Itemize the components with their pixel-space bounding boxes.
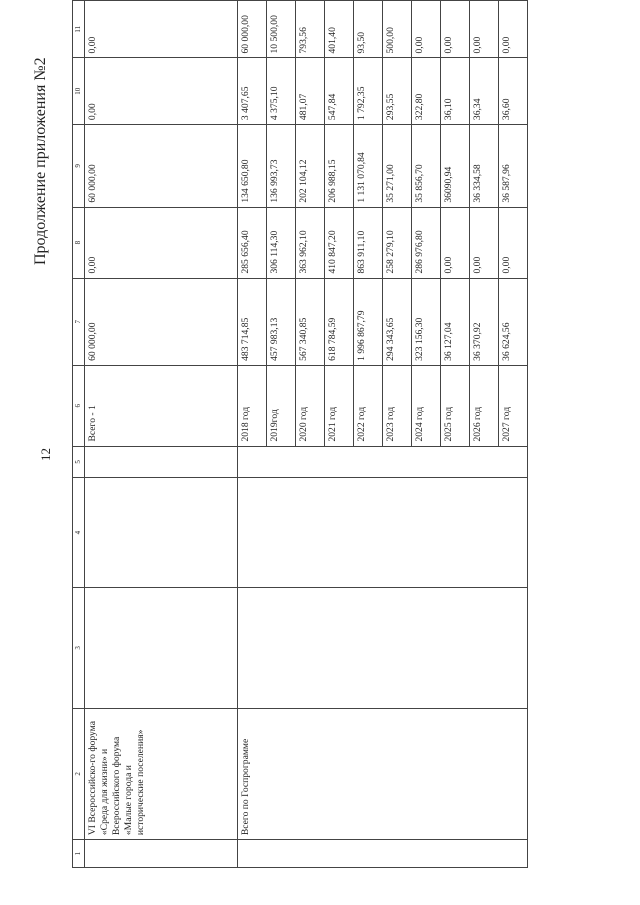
column-number: 5 <box>73 446 85 478</box>
column-number: 7 <box>73 278 85 365</box>
page-caption: Продолжение приложения №2 <box>32 57 49 265</box>
empty-cell <box>238 478 528 588</box>
empty-cell <box>238 446 528 478</box>
column-number: 2 <box>73 708 85 840</box>
value-cell: 285 656,40 <box>238 207 267 278</box>
value-cell: 457 983,13 <box>267 278 296 365</box>
value-cell: 863 911,10 <box>354 207 383 278</box>
value-cell: 0,00 <box>85 1 238 59</box>
year-label: 2021 год <box>325 365 354 446</box>
value-cell: 0,00 <box>470 1 499 59</box>
column-number: 3 <box>73 588 85 708</box>
year-label: 2026 год <box>470 365 499 446</box>
empty-cell <box>85 478 238 588</box>
value-cell: 36,34 <box>470 58 499 125</box>
column-number: 10 <box>73 58 85 125</box>
row-label: Всего - 1 <box>85 365 238 446</box>
value-cell: 10 500,00 <box>267 1 296 59</box>
value-cell: 3 407,65 <box>238 58 267 125</box>
value-cell: 36 370,92 <box>470 278 499 365</box>
value-cell: 36,10 <box>441 58 470 125</box>
value-cell: 618 784,59 <box>325 278 354 365</box>
value-cell: 136 993,73 <box>267 125 296 208</box>
block-name: Всего по Госпрограмме <box>238 708 528 840</box>
value-cell: 793,56 <box>296 1 325 59</box>
year-label: 2020 год <box>296 365 325 446</box>
value-cell: 500,00 <box>383 1 412 59</box>
value-cell: 1 792,35 <box>354 58 383 125</box>
value-cell: 0,00 <box>412 1 441 59</box>
column-number: 8 <box>73 207 85 278</box>
value-cell: 36,60 <box>499 58 528 125</box>
value-cell: 35 271,00 <box>383 125 412 208</box>
value-cell: 60 000,00 <box>85 125 238 208</box>
column-number: 4 <box>73 478 85 588</box>
budget-table <box>72 0 528 868</box>
value-cell: 0,00 <box>499 1 528 59</box>
value-cell: 363 962,10 <box>296 207 325 278</box>
value-cell: 567 340,85 <box>296 278 325 365</box>
value-cell: 206 988,15 <box>325 125 354 208</box>
value-cell: 4 375,10 <box>267 58 296 125</box>
empty-cell <box>85 446 238 478</box>
value-cell: 401,40 <box>325 1 354 59</box>
value-cell: 481,07 <box>296 58 325 125</box>
value-cell: 410 847,20 <box>325 207 354 278</box>
value-cell: 286 976,80 <box>412 207 441 278</box>
value-cell: 0,00 <box>85 207 238 278</box>
year-label: 2022 год <box>354 365 383 446</box>
column-number: 9 <box>73 125 85 208</box>
value-cell: 547,84 <box>325 58 354 125</box>
value-cell: 0,00 <box>470 207 499 278</box>
value-cell: 36 334,58 <box>470 125 499 208</box>
value-cell: 60 000,00 <box>85 278 238 365</box>
value-cell: 322,80 <box>412 58 441 125</box>
value-cell: 36090,94 <box>441 125 470 208</box>
value-cell: 0,00 <box>441 207 470 278</box>
page-number: 12 <box>38 448 53 461</box>
forum-row <box>85 1 238 868</box>
value-cell: 36 624,56 <box>499 278 528 365</box>
year-row <box>238 1 267 868</box>
value-cell: 36 587,96 <box>499 125 528 208</box>
value-cell: 323 156,30 <box>412 278 441 365</box>
value-cell: 1 131 070,84 <box>354 125 383 208</box>
forum-name: VI Всероссийско-го форума «Среда для жизни» и Всероссийского форума «Малые города и исторические поселения» <box>85 708 238 840</box>
column-number: 1 <box>73 840 85 868</box>
value-cell: 306 114,30 <box>267 207 296 278</box>
value-cell: 258 279,10 <box>383 207 412 278</box>
year-label: 2024 год <box>412 365 441 446</box>
column-number-row <box>73 1 85 868</box>
value-cell: 293,55 <box>383 58 412 125</box>
year-label: 2019год <box>267 365 296 446</box>
value-cell: 0,00 <box>85 58 238 125</box>
value-cell: 0,00 <box>441 1 470 59</box>
year-label: 2018 год <box>238 365 267 446</box>
empty-cell <box>238 840 528 868</box>
value-cell: 134 650,80 <box>238 125 267 208</box>
value-cell: 483 714,85 <box>238 278 267 365</box>
value-cell: 93,50 <box>354 1 383 59</box>
year-label: 2027 год <box>499 365 528 446</box>
value-cell: 294 343,65 <box>383 278 412 365</box>
value-cell: 202 104,12 <box>296 125 325 208</box>
empty-cell <box>85 840 238 868</box>
year-label: 2023 год <box>383 365 412 446</box>
value-cell: 0,00 <box>499 207 528 278</box>
value-cell: 36 127,04 <box>441 278 470 365</box>
empty-cell <box>85 588 238 708</box>
column-number: 6 <box>73 365 85 446</box>
value-cell: 35 856,70 <box>412 125 441 208</box>
empty-cell <box>238 588 528 708</box>
year-label: 2025 год <box>441 365 470 446</box>
column-number: 11 <box>73 1 85 59</box>
value-cell: 60 000,00 <box>238 1 267 59</box>
value-cell: 1 996 867,79 <box>354 278 383 365</box>
